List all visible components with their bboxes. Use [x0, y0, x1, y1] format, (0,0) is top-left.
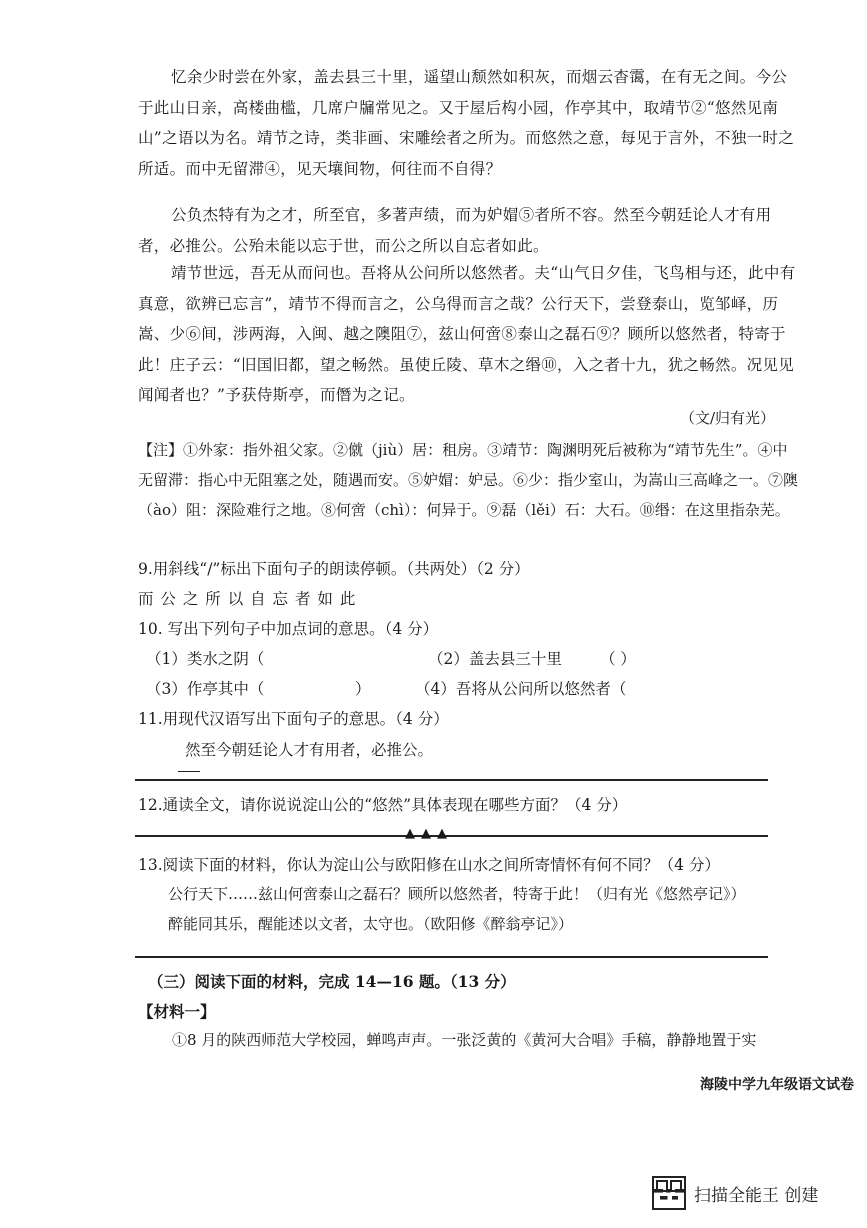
passage-paragraph-1: 忆余少时尝在外家，盖去县三十里，遥望山颓然如积灰，而烟云杳霭，在有无之间。今公于此山日亲，高楼曲槛，几席户牖常见之。又于屋后构小园，作亭其中，取靖节②“悠然见南山”之语以为名。靖节之诗，类非画、宋雕绘者之所为。而悠然之意，每见于言外，不独一时之所适。而中无留滞④，见天壤间物，何往而不自得？ — [138, 68, 795, 178]
question-11: 11.用现代汉语写出下面句子的意思。（4 分） — [138, 710, 449, 728]
section-3-title: （三）阅读下面的材料，完成 14—16 题。（13 分） — [148, 972, 516, 991]
scanner-watermark — [652, 1176, 818, 1210]
material-1-paragraph: ①8 月的陕西师范大学校园，蝉鸣声声。一张泛黄的《黄河大合唱》手稿，静静地置于实 — [172, 1031, 757, 1049]
question-10-item-4: （4）吾将从公问所以悠然者（ — [415, 680, 627, 698]
material-1-label: 【材料一】 — [138, 1002, 216, 1021]
scanner-label: 扫描全能王 创建 — [694, 1185, 819, 1206]
question-10: 10. 写出下列句子中加点词的意思。（4 分） — [138, 620, 439, 638]
question-10-item-2: （2）盖去县三十里 — [428, 650, 562, 668]
answer-line-13[interactable] — [135, 956, 768, 958]
answer-line-11[interactable] — [135, 779, 768, 781]
question-11-sentence: 然至今朝廷论人才有用者，必推公。 — [185, 741, 434, 759]
question-13-quote-2: 醉能同其乐，醒能述以文者，太守也。（欧阳修《醉翁亭记》） — [168, 915, 574, 933]
question-9: 9.用斜线“/”标出下面句子的朗读停顿。（共两处）（2 分） — [138, 560, 530, 578]
question-13-quote-1: 公行天下……兹山何啻泰山之磊石？顾所以悠然者，特寄于此！（归有光《悠然亭记》） — [168, 885, 746, 903]
question-13: 13.阅读下面的材料，你认为淀山公与欧阳修在山水之间所寄情怀有何不同？（4 分） — [138, 856, 720, 874]
question-10-item-3: （3）作亭其中（ — [146, 680, 265, 698]
question-10-item-2-blank[interactable]: （ ） — [600, 650, 636, 668]
question-10-item-3-close: ） — [355, 680, 371, 698]
page-footer: 海陵中学九年级语文试卷 — [700, 1077, 854, 1093]
question-10-item-1: （1）类水之阴（ — [146, 650, 265, 668]
annotations: 【注】①外家：指外祖父家。②僦（jiù）居：租房。③靖节：陶渊明死后被称为“靖节先生”。④中无留滞：指心中无阻塞之处，随遇而安。⑤妒媢：妒忌。⑥少：指少室山，为嵩山三高峰之一。⑦隩（ào）阻：深险难行之地。⑧何啻（chì）：何异于。⑨磊（lěi）石：大石。⑩缗：在这里指杂芜。 — [138, 441, 799, 519]
passage-paragraph-3: 靖节世远，吾无从而问也。吾将从公问所以悠然者。夫“山气日夕佳，飞鸟相与还，此中有真意，欲辨已忘言”，靖节不得而言之，公乌得而言之哉？公行天下，尝登泰山，览邹峄，历嵩、少⑥间，涉两海，入闽、越之隩阻⑦，兹山何啻⑧泰山之磊石⑨？顾所以悠然者，特寄于此！庄子云：“旧国旧都，望之畅然。虽使丘陵、草木之缗⑩，入之者十九，犹之畅然。况见见闻闻者也？”予获侍斯亭，而僭为之记。 — [138, 264, 796, 404]
triangle-markers: ▲▲▲ — [405, 826, 453, 841]
qr-code-icon — [652, 1176, 686, 1210]
question-9-sentence: 而 公 之 所 以 自 忘 者 如 此 — [138, 590, 357, 608]
question-12: 12.通读全文，请你说说淀山公的“悠然”具体表现在哪些方面？（4 分） — [138, 796, 628, 814]
pen-mark — [178, 771, 200, 772]
passage-source: （文/归有光） — [680, 409, 776, 427]
passage-paragraph-2: 公负杰特有为之才，所至官，多著声绩，而为妒媢⑤者所不容。然至今朝廷论人才有用者，必推公。公殆未能以忘于世，而公之所以自忘者如此。 — [138, 206, 772, 255]
